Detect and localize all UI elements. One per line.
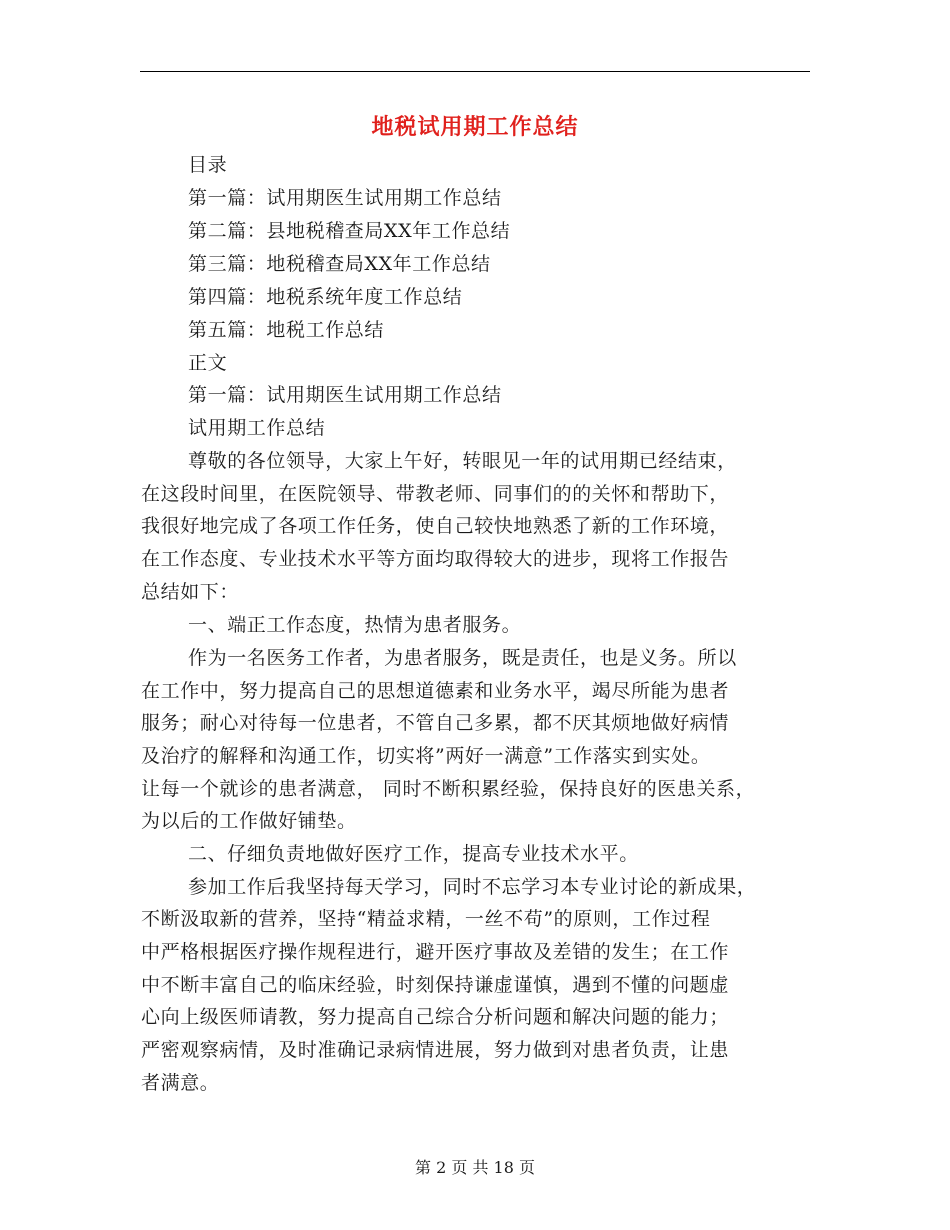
paragraph-line: 服务；耐心对待每一位患者，不管自己多累，都不厌其烦地做好病情 bbox=[141, 712, 730, 734]
body-heading: 正文 bbox=[188, 352, 228, 374]
paragraph-line: 作为一名医务工作者，为患者服务，既是责任，也是义务。所以 bbox=[188, 647, 737, 669]
toc-item-4: 第四篇：地税系统年度工作总结 bbox=[188, 286, 463, 308]
toc-item-1: 第一篇：试用期医生试用期工作总结 bbox=[188, 187, 502, 209]
paragraph-line: 中严格根据医疗操作规程进行，避开医疗事故及差错的发生；在工作 bbox=[141, 941, 730, 963]
toc-heading: 目录 bbox=[188, 154, 228, 176]
paragraph-line: 及治疗的解释和沟通工作，切实将”两好一满意”工作落实到实处。 bbox=[141, 745, 711, 767]
paragraph-line: 在工作态度、专业技术水平等方面均取得较大的进步，现将工作报告 bbox=[141, 548, 730, 570]
paragraph-line: 我很好地完成了各项工作任务，使自己较快地熟悉了新的工作环境， bbox=[141, 515, 730, 537]
paragraph-line: 尊敬的各位领导，大家上午好，转眼见一年的试用期已经结束， bbox=[188, 450, 737, 472]
paragraph-line: 心向上级医师请教，努力提高自己综合分析问题和解决问题的能力； bbox=[141, 1006, 730, 1028]
paragraph-line: 让每一个就诊的患者满意， 同时不断积累经验，保持良好的医患关系， bbox=[141, 778, 756, 800]
section-heading-1: 一、端正工作态度，热情为患者服务。 bbox=[188, 614, 522, 636]
paragraph-line: 者满意。 bbox=[141, 1072, 220, 1094]
chapter-title: 第一篇：试用期医生试用期工作总结 bbox=[188, 384, 502, 406]
toc-item-3: 第三篇：地税稽查局XX年工作总结 bbox=[188, 253, 491, 275]
paragraph-line: 总结如下： bbox=[141, 581, 240, 603]
paragraph-line: 在工作中，努力提高自己的思想道德素和业务水平，竭尽所能为患者 bbox=[141, 680, 730, 702]
paragraph-line: 为以后的工作做好铺垫。 bbox=[141, 810, 357, 832]
subtitle: 试用期工作总结 bbox=[188, 417, 326, 439]
section-heading-2: 二、仔细负责地做好医疗工作，提高专业技术水平。 bbox=[188, 843, 639, 865]
paragraph-line: 参加工作后我坚持每天学习，同时不忘学习本专业讨论的新成果， bbox=[188, 876, 757, 898]
paragraph-line: 中不断丰富自己的临床经验，时刻保持谦虚谨慎，遇到不懂的问题虚 bbox=[141, 974, 730, 996]
paragraph-line: 在这段时间里，在医院领导、带教老师、同事们的的关怀和帮助下， bbox=[141, 483, 730, 505]
document-title: 地税试用期工作总结 bbox=[371, 114, 579, 140]
paragraph-line: 严密观察病情，及时准确记录病情进展，努力做到对患者负责，让患 bbox=[141, 1039, 730, 1061]
header-rule bbox=[140, 71, 810, 72]
paragraph-line: 不断汲取新的营养，坚持“精益求精，一丝不苟”的原则，工作过程 bbox=[141, 908, 711, 930]
page-number: 第 2 页 共 18 页 bbox=[415, 1158, 535, 1177]
toc-item-2: 第二篇：县地税稽查局XX年工作总结 bbox=[188, 220, 511, 242]
toc-item-5: 第五篇：地税工作总结 bbox=[188, 319, 385, 341]
